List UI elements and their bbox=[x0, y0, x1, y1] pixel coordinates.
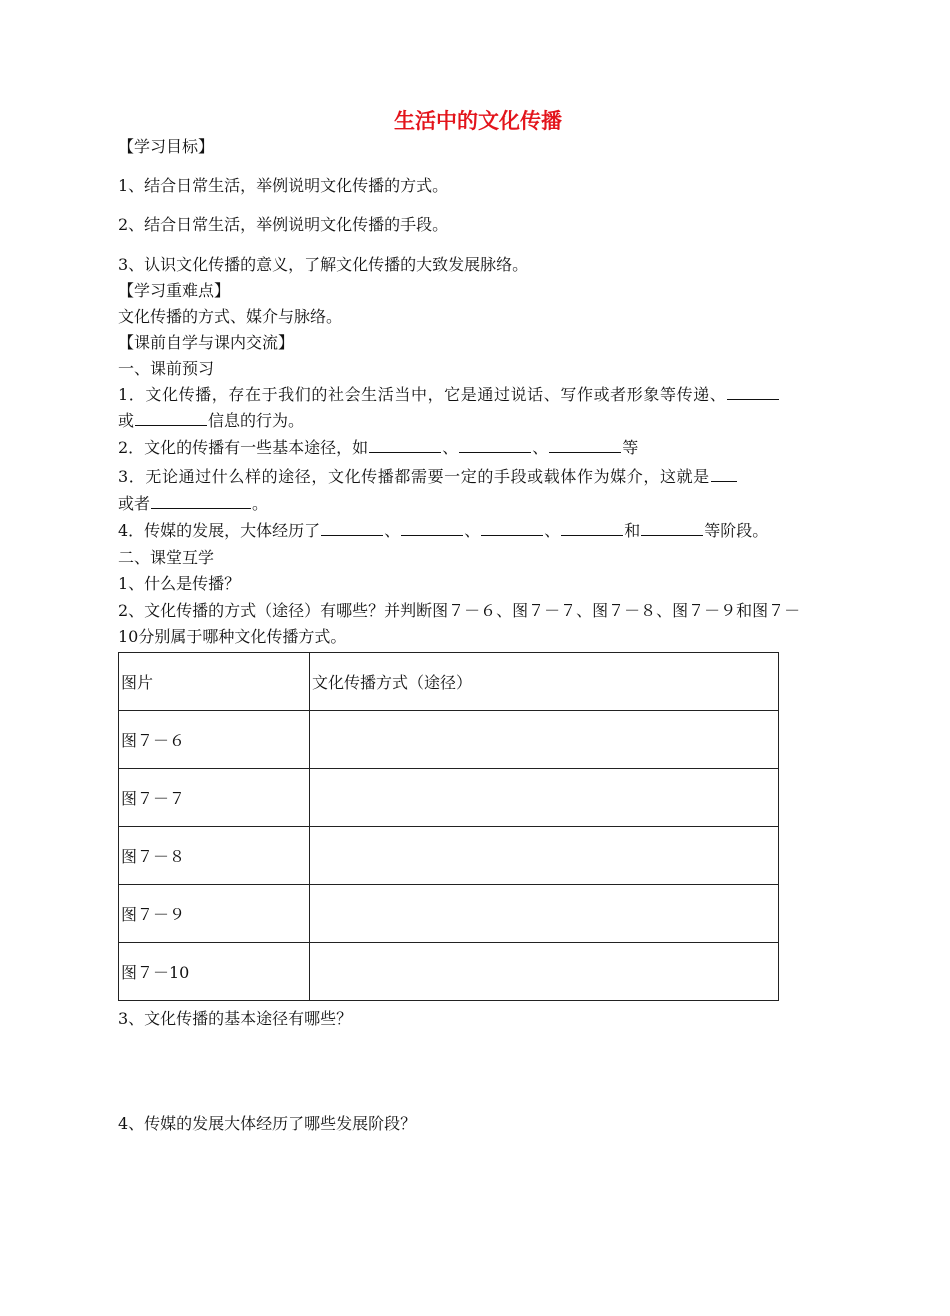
class-question-3: 3、文化传播的基本途径有哪些？ bbox=[118, 1009, 353, 1028]
answer-cell[interactable] bbox=[310, 827, 779, 885]
question-2 bbox=[118, 436, 638, 460]
fill-blank[interactable] bbox=[727, 383, 779, 400]
page-title: 生活中的文化传播 bbox=[394, 109, 562, 133]
part1-header: 一、课前预习 bbox=[118, 359, 215, 378]
table-row bbox=[119, 827, 779, 885]
class-question-4: 4、传媒的发展大体经历了哪些发展阶段？ bbox=[118, 1114, 417, 1133]
question-3-text: 3．无论通过什么样的途径，文化传播都需要一定的手段或载体作为媒介，这就是 bbox=[118, 467, 710, 486]
answer-table bbox=[118, 652, 779, 1001]
keypoints-text: 文化传播的方式、媒介与脉络。 bbox=[118, 307, 343, 326]
fill-blank[interactable] bbox=[549, 436, 621, 453]
question-2-text: 2．文化的传播有一些基本途径，如 bbox=[118, 438, 369, 457]
part2-header: 二、课堂互学 bbox=[118, 548, 215, 567]
row-label: 图７－９ bbox=[119, 885, 310, 943]
header-picture: 图片 bbox=[119, 653, 310, 711]
separator: 、 bbox=[464, 521, 481, 540]
question-4-tail: 等阶段。 bbox=[704, 521, 769, 540]
goal-1: 1、结合日常生活，举例说明文化传播的方式。 bbox=[118, 176, 449, 195]
row-label: 图７－８ bbox=[119, 827, 310, 885]
question-3-line-1 bbox=[118, 465, 738, 489]
class-question-2-line-2: 10分别属于哪种文化传播方式。 bbox=[118, 627, 347, 646]
separator: 、 bbox=[384, 521, 401, 540]
table-row bbox=[119, 943, 779, 1001]
question-1-text: 1．文化传播，存在于我们的社会生活当中，它是通过说话、写作或者形象等传递、 bbox=[118, 385, 727, 404]
question-1-line-1 bbox=[118, 383, 780, 407]
fill-blank[interactable] bbox=[135, 409, 207, 426]
table-header-row bbox=[119, 653, 779, 711]
fill-blank[interactable] bbox=[561, 519, 623, 536]
fill-blank[interactable] bbox=[641, 519, 703, 536]
separator: 、 bbox=[544, 521, 561, 540]
question-3-tail: 。 bbox=[252, 494, 269, 513]
separator: 、 bbox=[532, 438, 549, 457]
question-4-and: 和 bbox=[624, 521, 641, 540]
question-1-tail: 信息的行为。 bbox=[208, 411, 305, 430]
keypoints-header: 【学习重难点】 bbox=[118, 281, 231, 300]
fill-blank[interactable] bbox=[151, 492, 251, 509]
question-3-line-2 bbox=[118, 492, 268, 516]
separator: 、 bbox=[442, 438, 459, 457]
question-4-text: 4．传媒的发展，大体经历了 bbox=[118, 521, 321, 540]
answer-cell[interactable] bbox=[310, 943, 779, 1001]
goals-header: 【学习目标】 bbox=[118, 137, 215, 156]
row-label: 图７－７ bbox=[119, 769, 310, 827]
question-1-line-2 bbox=[118, 409, 304, 433]
question-3-or: 或者 bbox=[118, 494, 151, 513]
goal-2: 2、结合日常生活，举例说明文化传播的手段。 bbox=[118, 215, 449, 234]
class-question-2-line-1: 2、文化传播的方式（途径）有哪些？并判断图７－６、图７－７、图７－８、图７－９和图７－ bbox=[118, 601, 801, 620]
preview-header: 【课前自学与课内交流】 bbox=[118, 333, 295, 352]
answer-cell[interactable] bbox=[310, 711, 779, 769]
table-row bbox=[119, 885, 779, 943]
question-1-or: 或 bbox=[118, 411, 135, 430]
fill-blank[interactable] bbox=[459, 436, 531, 453]
row-label: 图７－10 bbox=[119, 943, 310, 1001]
fill-blank[interactable] bbox=[321, 519, 383, 536]
header-method: 文化传播方式（途径） bbox=[310, 653, 779, 711]
table-row bbox=[119, 769, 779, 827]
table-row bbox=[119, 711, 779, 769]
row-label: 图７－６ bbox=[119, 711, 310, 769]
goal-3: 3、认识文化传播的意义，了解文化传播的大致发展脉络。 bbox=[118, 255, 529, 274]
fill-blank[interactable] bbox=[401, 519, 463, 536]
fill-blank[interactable] bbox=[711, 465, 737, 482]
fill-blank[interactable] bbox=[369, 436, 441, 453]
answer-cell[interactable] bbox=[310, 769, 779, 827]
question-4 bbox=[118, 519, 768, 543]
answer-cell[interactable] bbox=[310, 885, 779, 943]
class-question-1: 1、什么是传播？ bbox=[118, 574, 241, 593]
fill-blank[interactable] bbox=[481, 519, 543, 536]
question-2-tail: 等 bbox=[622, 438, 639, 457]
